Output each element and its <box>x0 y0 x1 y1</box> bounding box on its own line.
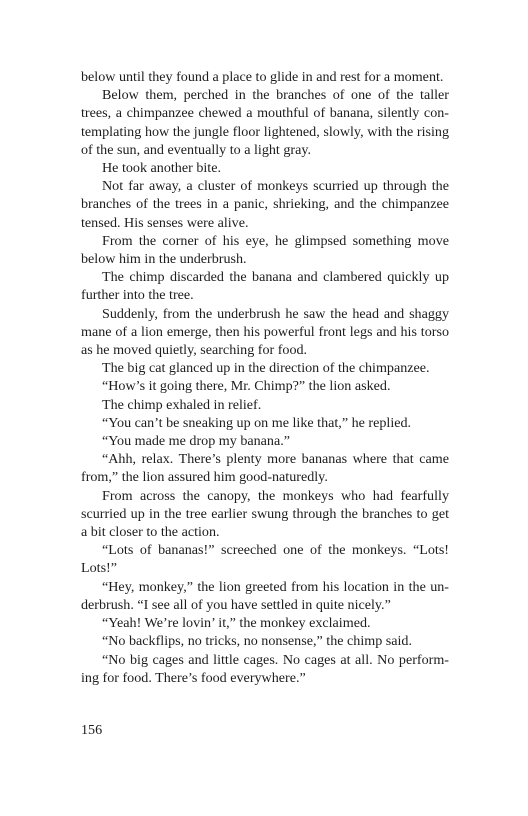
paragraph: From the corner of his eye, he glimpsed something move below him in the underbrush. <box>81 232 449 268</box>
paragraph: He took another bite. <box>102 160 221 177</box>
paragraph: The chimp discarded the banana and clambered quickly up further into the tree. <box>81 269 449 304</box>
paragraph: “Ahh, relax. There’s plenty more bananas where that came from,” the lion assured him good-naturedly. <box>81 451 449 486</box>
paragraph: The big cat glanced up in the direction of the chimpanzee. <box>102 360 430 377</box>
body-text <box>81 68 449 687</box>
paragraph: “No backflips, no tricks, no nonsense,” the chimp said. <box>102 633 412 650</box>
paragraph: “No big cages and little cages. No cages at all. No performing for food. There’s food everywhere.” <box>81 651 449 686</box>
paragraph: “Hey, monkey,” the lion greeted from his location in the underbrush. “I see all of you have settled in quite nicely.” <box>81 578 449 613</box>
paragraph: Below them, perched in the branches of one of the taller trees, a chimpanzee chewed a mouthful of banana, silently contemplating how the jungle floor lightened, slowly, with the rising of the sun, and eventually to a light gray. <box>81 87 449 158</box>
paragraph: “You can’t be sneaking up on me like that,” he replied. <box>102 414 412 431</box>
paragraph: Not far away, a cluster of monkeys scurried up through the branches of the trees in a panic, shrieking, and the chimpanzee tensed. His senses were alive. <box>81 178 449 231</box>
paragraph: Suddenly, from the underbrush he saw the head and shaggy mane of a lion emerge, then his powerful front legs and his torso as he moved quietly, searching for food. <box>81 305 449 359</box>
paragraph: “Lots of bananas!” screeched one of the monkeys. “Lots! Lots!” <box>81 542 449 577</box>
paragraph: “How’s it going there, Mr. Chimp?” the lion asked. <box>102 378 391 395</box>
paragraph: “You made me drop my banana.” <box>102 433 291 450</box>
paragraph: “Yeah! We’re lovin’ it,” the monkey exclaimed. <box>102 615 371 632</box>
paragraph-continued: below until they found a place to glide in and rest for a moment. <box>81 69 444 85</box>
paragraph: The chimp exhaled in relief. <box>102 396 262 413</box>
page-number: 156 <box>81 722 103 738</box>
paragraph: From across the canopy, the monkeys who had fearfully scurried up in the tree earlier swung through the branches to get a bit closer to the action. <box>81 487 449 541</box>
